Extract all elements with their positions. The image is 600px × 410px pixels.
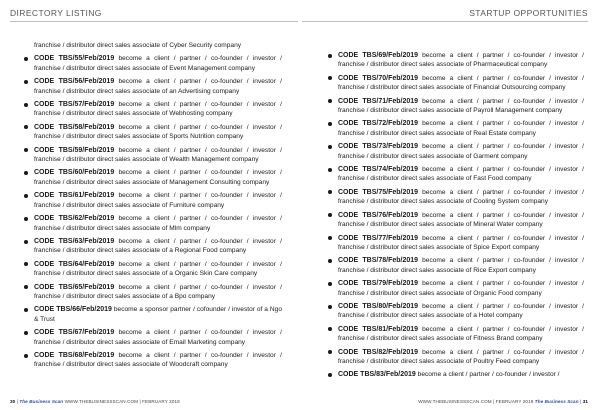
listing-description: become a client / partner / co-founder / investor / franchise / distributor direct sales associate of a Hotel company (338, 302, 584, 320)
right-page-header: STARTUP OPPORTUNITIES (469, 8, 588, 18)
list-item (328, 325, 584, 344)
listing-code: CODE TBS/82/Feb/2019 (338, 348, 419, 356)
list-item (24, 237, 282, 256)
bullet-icon (328, 54, 332, 58)
listing-code: CODE TBS/62/Feb/2019 (34, 215, 115, 223)
right-listing-column (328, 51, 584, 384)
list-item (24, 214, 282, 233)
listing-description: become a client / partner / co-founder / investor / franchise / distributor direct sales associate of Wealth Management company (34, 146, 282, 164)
listing-description: become a client / partner / co-founder / investor / franchise / distributor direct sales associate of Management Consulting company (34, 169, 282, 186)
bullet-icon (24, 103, 28, 107)
bullet-icon (24, 57, 28, 61)
listing-code: CODE TBS/64/Feb/2019 (34, 260, 115, 268)
bullet-icon (24, 308, 28, 312)
listing-description: become a client / partner / co-founder / investor / franchise / distributor direct sales associate of Spice Export company (338, 234, 584, 251)
list-item (328, 211, 584, 230)
listing-description: become a client / partner / co-founder / investor / franchise / distributor direct sales associate of Rice Export company (338, 257, 584, 274)
listing-code: CODE TBS/56/Feb/2019 (34, 78, 115, 86)
bullet-icon (24, 171, 28, 175)
list-item (24, 168, 282, 187)
listing-description: become a client / partner / co-founder / investor / franchise / distributor direct sales associate of a Regional Food company (34, 237, 282, 255)
list-item (328, 234, 584, 253)
listing-code: CODE TBS/80/Feb/2019 (338, 302, 419, 310)
list-item (328, 142, 584, 161)
listing-code: CODE TBS/61/Feb/2019 (34, 192, 115, 200)
listing-description: become a client / partner / co-founder / investor / franchise / distributor direct sales associate of Poultry Feed company (338, 348, 584, 365)
listing-description: become a client / partner / co-founder / investor / franchise / distributor direct sales associate of Garment company (338, 143, 584, 160)
list-item (328, 188, 584, 207)
bullet-icon (328, 259, 332, 263)
listing-code: CODE TBS/69/Feb/2019 (338, 52, 419, 59)
list-item (328, 348, 584, 367)
bullet-icon (328, 76, 332, 80)
bullet-icon (328, 168, 332, 172)
list-item (24, 260, 282, 279)
right-page (300, 0, 600, 410)
brand-logo-text: The Business Scan (534, 399, 579, 404)
listing-description: become a client / partner / co-founder / investor / franchise / distributor direct sales associate of a Bpo company (34, 283, 282, 300)
bullet-icon (24, 80, 28, 84)
listing-code: CODE TBS/59/Feb/2019 (34, 146, 115, 154)
listing-code: CODE TBS/76/Feb/2019 (338, 211, 419, 219)
list-item (24, 100, 282, 119)
bullet-icon (328, 282, 332, 286)
right-footer: WWW.THEBUSINESSSCAN.COM | FEBRUARY 2019 The Business Scan | 31 (418, 399, 588, 404)
left-listing-column (24, 41, 282, 374)
list-item (328, 302, 584, 321)
bullet-icon (328, 122, 332, 126)
listing-description: become a client / partner / co-founder / investor / franchise / distributor direct sales associate of Real Estate company (338, 120, 584, 137)
listing-code: CODE TBS/78/Feb/2019 (338, 257, 419, 265)
listing-code: CODE TBS/73/Feb/2019 (338, 143, 419, 151)
listing-code: CODE TBS/63/Feb/2019 (34, 237, 115, 245)
listing-code: CODE TBS/58/Feb/2019 (34, 123, 115, 131)
listing-description: become a sponsor partner / cofounder / investor of a Ngo & Trust (34, 306, 282, 323)
listing-description: become a client / partner / co-founder / investor / (417, 371, 560, 379)
footer-text: WWW.THEBUSINESSSCAN.COM | FEBRUARY 2019 (64, 399, 180, 404)
bullet-icon (328, 236, 332, 240)
list-item (24, 305, 282, 324)
listing-description: become a client / partner / co-founder / investor / franchise / distributor direct sales associate of Woodcraft company (34, 351, 282, 369)
bullet-icon (24, 125, 28, 129)
list-item (328, 256, 584, 275)
left-footer: 30 | The Business Scan WWW.THEBUSINESSSCAN.COM | FEBRUARY 2019 (10, 399, 180, 404)
list-item (328, 279, 584, 298)
listing-code: CODE TBS/65/Feb/2019 (34, 283, 115, 291)
footer-text: WWW.THEBUSINESSSCAN.COM | FEBRUARY 2019 (418, 399, 534, 404)
listing-code: CODE TBS/72/Feb/2019 (338, 120, 419, 128)
bullet-icon (328, 213, 332, 217)
list-item (328, 51, 584, 70)
page-number: 30 (10, 399, 16, 404)
listing-description: become a client / partner / co-founder / investor / franchise / distributor direct sales associate of Payroll Management company (338, 97, 584, 115)
list-item (328, 97, 584, 116)
listing-code: CODE TBS/67/Feb/2019 (34, 329, 115, 337)
listing-code: CODE TBS/77/Feb/2019 (338, 234, 419, 242)
listing-code: CODE TBS/71/Feb/2019 (338, 97, 419, 105)
listing-description: become a client / partner / co-founder / investor / franchise / distributor direct sales associate of Fitness Brand company (338, 325, 584, 343)
bullet-icon (24, 240, 28, 244)
listing-code: CODE TBS/70/Feb/2019 (338, 74, 419, 82)
listing-description: become a client / partner / co-founder / investor / franchise / distributor direct sales associate of Furniture company (34, 192, 282, 209)
listing-description: become a client / partner / co-founder / investor / franchise / distributor direct sales associate of Pharmaceutical company (338, 52, 584, 69)
list-item (24, 328, 282, 347)
list-item (24, 77, 282, 96)
listing-description: become a client / partner / co-founder / investor / franchise / distributor direct sales associate of Financial Outsourcing company (338, 74, 584, 92)
list-item (328, 165, 584, 184)
listing-description: become a client / partner / co-founder / investor / franchise / distributor direct sales associate of an Advertising company (34, 78, 282, 95)
bullet-icon (24, 148, 28, 152)
list-item (24, 283, 282, 302)
bullet-icon (328, 99, 332, 103)
list-item (328, 370, 584, 379)
bullet-icon (24, 194, 28, 198)
listing-code: CODE TBS/57/Feb/2019 (34, 101, 115, 109)
bullet-icon (328, 145, 332, 149)
listing-code: CODE TBS/66/Feb/2019 (34, 306, 112, 314)
listing-description: become a client / partner / co-founder / investor / franchise / distributor direct sales associate of Sports Nutrition company (34, 123, 282, 141)
bullet-icon (328, 305, 332, 309)
listing-description: become a client / partner / co-founder / investor / franchise / distributor direct sales associate of Fast Food company (338, 166, 584, 183)
listing-description: become a client / partner / co-founder / investor / franchise / distributor direct sales associate of Webhosting company (34, 101, 282, 118)
listing-code: CODE TBS/74/Feb/2019 (338, 166, 419, 174)
listing-description: become a client / partner / co-founder / investor / franchise / distributor direct sales associate of Email Marketing company (34, 329, 282, 346)
list-item (328, 119, 584, 138)
bullet-icon (24, 331, 28, 335)
bullet-icon (328, 190, 332, 194)
bullet-icon (328, 373, 332, 377)
bullet-icon (24, 285, 28, 289)
listing-description: become a client / partner / co-founder / investor / franchise / distributor direct sales associate of Event Management company (34, 55, 282, 72)
bullet-icon (24, 354, 28, 358)
listing-code: CODE TBS/81/Feb/2019 (338, 325, 419, 333)
listing-description: become a client / partner / co-founder / investor / franchise / distributor direct sales associate of Organic Food company (338, 280, 584, 297)
header-divider (302, 21, 588, 22)
listing-code: CODE TBS/79/Feb/2019 (338, 280, 419, 288)
listing-code: CODE TBS/55/Feb/2019 (34, 55, 115, 63)
listing-description: become a client / partner / co-founder / investor / franchise / distributor direct sales associate of Mineral Water company (338, 211, 584, 229)
listing-code: CODE TBS/75/Feb/2019 (338, 188, 419, 196)
list-item (24, 146, 282, 165)
listing-code: CODE TBS/83/Feb/2019 (338, 371, 416, 379)
listing-code: CODE TBS/60/Feb/2019 (34, 169, 115, 177)
header-divider (10, 21, 298, 22)
listing-description: become a client / partner / co-founder / investor / franchise / distributor direct sales associate of Cooling System company (338, 188, 584, 206)
listing-description: become a client / partner / co-founder / investor / franchise / distributor direct sales associate of a Organic Skin Care company (34, 260, 282, 278)
listing-description: become a client / partner / co-founder / investor / franchise / distributor direct sales associate of Mlm company (34, 215, 282, 232)
left-page-header: DIRECTORY LISTING (10, 8, 102, 18)
bullet-icon (328, 327, 332, 331)
list-item (24, 123, 282, 142)
bullet-icon (24, 217, 28, 221)
list-item (328, 74, 584, 93)
list-item (24, 191, 282, 210)
bullet-icon (24, 262, 28, 266)
page-number: 31 (582, 399, 588, 404)
continued-entry-text: franchise / distributor direct sales associate of Cyber Security company (34, 42, 242, 49)
list-item (24, 54, 282, 73)
listing-code: CODE TBS/68/Feb/2019 (34, 351, 115, 359)
bullet-icon (328, 350, 332, 354)
brand-logo-text: The Business Scan (19, 399, 64, 404)
list-item (24, 351, 282, 370)
